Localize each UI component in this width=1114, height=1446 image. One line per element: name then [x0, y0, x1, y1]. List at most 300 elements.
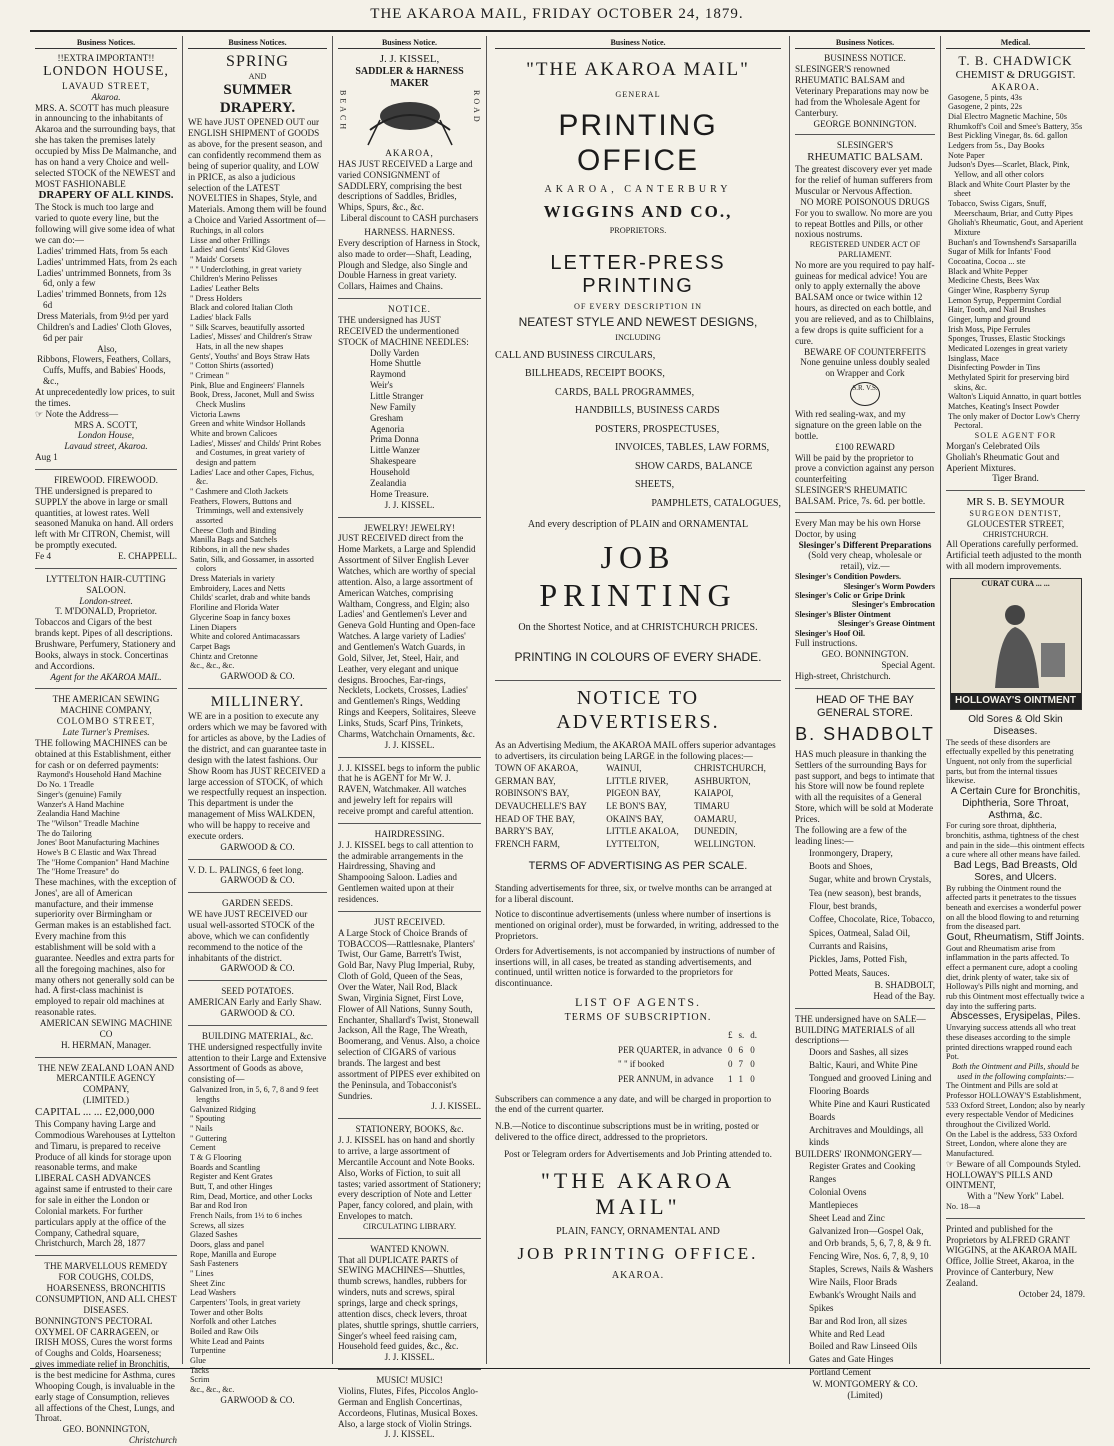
ad-subtitle: SURGEON DENTIST,	[969, 509, 1062, 519]
ad-signature: Fe 4 E. CHAPPELL.	[35, 551, 177, 562]
list-item: Flour, best brands,	[809, 900, 878, 911]
service-line: SHOW CARDS, BALANCE SHEETS,	[635, 460, 753, 490]
list-item: Register Grates and Cooking Ranges	[809, 1161, 916, 1184]
ad-body: This Company having Large and Commodious Warehouses at Lyttelton and Timaru, is prepared to receive Produce of all kinds for storage upon reasonable terms, and make LIBERAL CASH ADVANCES against same if entrusted to their care for sale in either the London or Colonial markets. For further particulars apply at the office of the Company, Cathedral square, Christchurch, March 28, 1877	[35, 1119, 176, 1249]
places-row: GERMAN BAY, LITTLE RIVER, ASHBURTON,	[495, 775, 751, 786]
list-item: Colonial Ovens	[809, 1186, 867, 1197]
ad-signature: GARWOOD & CO.	[220, 963, 295, 974]
ad-title: WANTED KNOWN.	[370, 1243, 449, 1254]
ad-montgomery	[795, 1014, 935, 1401]
ad-body: J. J. KISSEL begs to inform the public that he is AGENT for Mr W. J. RAVEN, Watchmaker. All watches and jewelry left for repairs will receive prompt and careful attention.	[338, 762, 480, 816]
ad-subtitle: BEWARE OF COUNTERFEITS	[804, 346, 926, 357]
list-item: Ruchings, in all colors	[190, 225, 264, 235]
ad-subtitle: HARNESS. HARNESS.	[364, 227, 455, 238]
subscription-table	[614, 1027, 761, 1087]
ad-title: JEWELRY! JEWELRY!	[363, 522, 456, 533]
service-line: POSTERS, PROSPECTUSES,	[595, 423, 720, 435]
akaroa-label: AKAROA.	[611, 1269, 665, 1281]
list-item: Tongued and grooved Lining and Flooring Boards	[809, 1073, 932, 1096]
ad-town: Akaroa.	[91, 91, 121, 102]
ad-title: B. SHADBOLT	[795, 723, 935, 744]
ad-body: Morgan's Celebrated Oils	[946, 440, 1040, 451]
ad-price: SLESINGER'S RHEUMATIC BALSAM. Price, 7s. 6d. per bottle.	[795, 485, 926, 506]
ad-number: No. 18—a	[946, 1202, 981, 1212]
ad-title: MR S. B. SEYMOUR	[966, 496, 1065, 509]
road-label: ROAD	[472, 90, 481, 125]
list-item: Little Stranger	[370, 391, 424, 402]
ad-body: Both the Ointment and Pills, should be used in the following complaints:—	[951, 1061, 1080, 1081]
ad-title: THE MARVELLOUS REMEDY FOR COUGHS, COLDS, HOARSENESS, BRONCHITIS CONSUMPTION, AND ALL CHEST DISEASES.	[35, 1261, 177, 1315]
list-item: Dress Materials in variety	[190, 574, 275, 584]
ad-capital: CAPITAL ... ... £2,000,000	[35, 1106, 155, 1119]
places-row: HEAD OF THE BAY, OKAIN'S BAY, OAMARU,	[495, 813, 737, 824]
address-line: Lavaud street, Akaroa.	[64, 441, 148, 452]
ornamental-line: And every description of PLAIN and ORNAMENTAL	[527, 519, 749, 530]
ad-wanted-known	[338, 1244, 481, 1363]
list-item: Staples, Screws, Nails & Washers	[809, 1264, 934, 1275]
ad-signature: J. J. KISSEL.	[384, 499, 435, 510]
ad-street: London-street.	[79, 595, 133, 606]
list-item: Ladies' Lace and other Capes, Fichus, &c.	[190, 467, 315, 487]
ad-signature: J. J. KISSEL.	[384, 1352, 435, 1363]
ad-body: The Ointment and Pills are sold at Professor HOLLOWAY'S Establishment, 533 Oxford Street, London; also by nearly every respectable Vendor of Medicines throughout the Civilized World.	[946, 1081, 1085, 1129]
list-item: Boiled and Raw Oils	[190, 1326, 259, 1336]
shortest-notice: On the Shortest Notice, and at CHRISTCHURCH PRICES.	[518, 622, 758, 634]
ad-body: Tobaccos and Cigars of the best brands kept. Pipes of all descriptions. Brushware, Perfumery, Stationery and Books, always in stock. Concertinas and Accordions.	[35, 617, 176, 671]
list-item: Gresham	[370, 412, 404, 423]
service-line: CARDS, BALL PROGRAMMES,	[555, 386, 695, 398]
list-item: Doors, glass and panel	[190, 1239, 265, 1249]
ad-title: MILLINERY.	[210, 693, 305, 710]
ad-body: WE have JUST OPENED OUT our ENGLISH SHIPMENT of GOODS as above, for the present season, and can confidently recommend them as being of superior quality, and LOW in PRICE, as also a judicious selection of the LATEST NOVELTIES in Shapes, Style, and Materials. Among them will be found a Choice and Varied Assortment of—	[188, 117, 327, 226]
ad-subtitle: DRAPERY OF ALL KINDS.	[38, 189, 174, 202]
ad-body: The seeds of these disorders are effectually expelled by this penetrating Unguent, not only from the superficial parts, but from the internal tissues likewise.	[946, 737, 1074, 786]
list-item: Wanzer's A Hand Machine	[37, 799, 124, 809]
ad-body: AMERICAN Early and Early Shaw.	[188, 997, 322, 1008]
list-item: Ledgers from 5s., Day Books	[948, 140, 1045, 150]
list-item: Home Treasure.	[370, 488, 429, 499]
ad-subtitle: BUILDING MATERIALS of all descriptions—	[795, 1024, 915, 1046]
list-item: Ironmongery, Drapery,	[809, 847, 893, 858]
ad-title: SLESINGER'S	[836, 140, 894, 151]
list-item: Boots and Shoes,	[809, 860, 873, 871]
ad-registered: REGISTERED UNDER ACT OF PARLIAMENT.	[809, 240, 921, 259]
list-item: Dolly Varden	[370, 347, 420, 358]
service-line: BILLHEADS, RECEIPT BOOKS,	[525, 368, 665, 379]
list-item: Medicated Lozenges in great variety	[948, 344, 1068, 354]
ad-body: Full instructions.	[795, 638, 858, 649]
list-item: Ewbank's Wrought Nails and Spikes	[809, 1289, 917, 1313]
column-5	[790, 36, 940, 1400]
ad-title: NOTICE.	[388, 304, 431, 315]
ad-body: Will be paid by the proprietor to prove a conviction against any person counterfeiting	[795, 452, 935, 485]
list-item: Lisse and other Frillings	[190, 235, 270, 245]
list-item: Black and White Court Plaster by the sheet	[948, 179, 1071, 199]
list-item: Dial Electro Magnetic Machine, 50s	[948, 111, 1067, 121]
list-item: Green and white Windsor Hollands	[190, 419, 306, 429]
list-item: Ladies' Leather Belts	[190, 283, 260, 293]
ad-body: J. J. KISSEL has on hand and shortly to arrive, a large assortment of Mercantile Account and Note Books. Also, Works of Fiction, to suit all tastes; varied assortment of Stationery; every description of Note and Letter Paper, fancy colored, and plain, with Envelopes to match.	[338, 1135, 481, 1222]
imprint	[946, 1224, 1085, 1300]
list-item: Book, Dress, Jaconet, Mull and Swiss Check Muslins	[190, 390, 315, 410]
list-item: Weir's	[370, 380, 393, 391]
list-item: White and Red Lead	[809, 1328, 885, 1339]
imprint-text: Printed and published for the Proprietors by ALFRED GRANT WIGGINS, at the AKAROA MAIL Office, Jollie Street, Akaroa, in the Province of Canterbury, New Zealand.	[946, 1223, 1077, 1289]
list-item: Ladies', Misses' and Childs' Print Robes and Costumes, in great variety of design and pattern	[190, 438, 321, 468]
column-2	[182, 36, 332, 1405]
list-item: Glycerine Soap in fancy boxes	[190, 612, 291, 622]
ad-title-and: AND	[248, 72, 267, 82]
ad-body: For curing sore throat, diphtheria, bronchitis, asthma, tightness of the chest and pain in the side—this ointment effects a cure where all other means have failed.	[946, 821, 1085, 860]
column-header: Business Notice.	[338, 36, 481, 49]
ad-body: None genuine unless doubly sealed on Wrapper and Cork	[800, 357, 930, 379]
list-item: Bar and Rod Iron, all sizes	[809, 1315, 907, 1326]
ad-body: By rubbing the Ointment round the affected parts it penetrates to the tissues beneath and exercises a wonderful power on all the blood flowing to and returning from the diseased part.	[946, 883, 1082, 932]
ad-body: BONNINGTON'S PECTORAL OXYMEL OF CARRAGEEN, or IRISH MOSS, Cures the worst forms of Coughs and Colds, Hoarseness; gives immediate relief in Bronchitis, is the best medicine for Asthma, cures Whooping Cough, is invaluable in the early stage of Consumption, relieves all affections of the Chest, Lungs, and Throat.	[35, 1315, 176, 1424]
list-item: Medicine Chests, Bees Wax	[948, 276, 1040, 286]
list-item: Linen Diapers	[190, 622, 237, 632]
ad-saddler	[338, 53, 481, 292]
places-table	[495, 762, 781, 850]
ad-seed-potatoes	[188, 986, 327, 1019]
ad-discount: Liberal discount to CASH purchasers	[340, 213, 479, 224]
places-row: ROBINSON'S BAY, PIGEON BAY, KAIAPOI,	[495, 788, 734, 799]
ad-title: BUILDING MATERIAL, &c.	[201, 1030, 314, 1041]
list-item: White Pine and Kauri Rusticated Boards	[809, 1098, 930, 1122]
list-item: " Cashmere and Cloth Jackets	[190, 487, 288, 497]
list-item: Children's and Ladies' Cloth Gloves, 6d per pair	[37, 321, 172, 343]
ad-title: CHEMIST & DRUGGIST.	[955, 68, 1076, 81]
table-row: " " if booked 0 7 0	[618, 1059, 755, 1070]
places-row: BARRY'S BAY, LITTLE AKALOA, DUNEDIN,	[495, 826, 738, 837]
list-agents-title: LIST OF AGENTS.	[574, 995, 702, 1010]
subscription-title: TERMS OF SUBSCRIPTION.	[564, 1012, 712, 1024]
list-item: Butt, T, and other Hinges	[190, 1181, 273, 1191]
ad-body: Gout and Rheumatism arise from inflammation in the parts affected. To effect a permanent cure, adopt a cooling diet, drink plenty of water, take six of Holloway's Pills night and morning, and rub this Ointment most effectually twice a day into the suffering parts.	[946, 943, 1085, 1011]
list-item: Portland Cement	[809, 1367, 872, 1378]
ad-body: J. J. KISSEL begs to call attention to the admirable arrangements in the Hairdressing, Shaving and Shampooing Saloon. Ladies and Gentlemen waited upon at their residences.	[338, 839, 474, 904]
places-row: TOWN OF AKAROA, WAINUI, CHRISTCHURCH,	[495, 763, 766, 774]
list-item: Also,	[97, 343, 117, 354]
ad-title: THE NEW ZEALAND LOAN AND MERCANTILE AGENCY COMPANY,	[37, 1062, 175, 1095]
masthead: THE AKAROA MAIL, FRIDAY OCTOBER 24, 1879.	[370, 6, 744, 22]
list-item: Children's Merino Pelisses	[190, 274, 278, 284]
list-item: Zealandia	[370, 477, 407, 488]
list-item: Pink, Blue and Engineers' Flannels	[190, 380, 305, 390]
list-item: Judson's Dyes—Scarlet, Black, Pink, Yellow, and all other colors	[948, 160, 1070, 179]
ad-jewelry	[338, 523, 481, 751]
ad-body: With a "New York" Label.	[967, 1191, 1064, 1202]
ad-agent: Agent for the AKAROA MAIL.	[50, 671, 162, 682]
list-item: Gholiah's Rheumatic, Gout, and Aperient Mixture	[948, 218, 1084, 237]
ad-signature: GEORGE BONNINGTON.	[813, 118, 917, 129]
list-item: Sash Fasteners	[190, 1259, 239, 1269]
list-item: Household	[370, 467, 410, 478]
list-item: Galvanized Iron—Gospel Oak, and Orb brands, 5, 6, 7, 8, & 9 ft.	[809, 1225, 932, 1249]
list-item: Boiled and Raw Linseed Oils	[809, 1341, 918, 1352]
general-label: GENERAL	[615, 89, 661, 99]
ad-subtitle: £100 REWARD	[835, 441, 895, 452]
ad-town: AKAROA,	[385, 148, 434, 158]
ad-signature: B. SHADBOLT,	[874, 979, 935, 990]
address-line: MRS A. SCOTT,	[74, 419, 138, 430]
list-item: Agenoria	[370, 423, 405, 434]
list-item: Slesinger's Embrocation	[851, 600, 935, 610]
list-item: Rope, Manilla and Europe	[190, 1249, 277, 1259]
list-item: " Dress Holders	[190, 293, 243, 303]
list-item: Chintz and Cretonne	[190, 651, 258, 661]
ad-title: MUSIC! MUSIC!	[376, 1375, 443, 1386]
ad-dentist	[946, 496, 1085, 572]
ad-subtitle: HOLLOWAY'S PILLS AND OINTMENT,	[946, 1169, 1053, 1191]
ad-holloway	[946, 578, 1085, 1212]
ad-signature: J. J. KISSEL.	[384, 739, 435, 750]
ad-subtitle: NO MORE POISONOUS DRUGS	[800, 196, 930, 207]
column-header: Business Notices.	[35, 36, 177, 49]
printing-office-title: PRINTING OFFICE	[558, 108, 718, 177]
ad-chadwick	[946, 53, 1085, 484]
nb-text: N.B.—Notice to discontinue subscriptions must be in writing, posted or delivered to the office direct, addressed to the proprietors.	[495, 1121, 759, 1143]
list-item: Tower and other Bolts	[190, 1307, 263, 1317]
ad-town: Christchurch	[128, 1435, 177, 1446]
ad-body: The following are a few of the leading lines:—	[795, 824, 907, 846]
list-item: Manilla Bags and Satchels	[190, 535, 278, 545]
list-item: Gents', Youths' and Boys Straw Hats	[190, 351, 310, 361]
list-item: Do No. 1 Treadle	[37, 780, 94, 790]
ad-stationery	[338, 1124, 481, 1231]
list-item: Gasogene, 5 pints, 43s	[948, 92, 1022, 102]
list-item: Slesinger's Condition Powders.	[795, 572, 902, 582]
ad-hair-saloon	[35, 574, 177, 683]
ad-title: RHEUMATIC BALSAM.	[807, 151, 923, 164]
ad-body: WE have JUST RECEIVED our usual well-assorted STOCK of the above, which we can confidently recommend to the notice of the inhabitants of the district.	[188, 909, 315, 963]
table-row: PER ANNUM, in advance 1 1 0	[618, 1073, 755, 1084]
ad-subtitle: Gout, Rheumatism, Stiff Joints.	[946, 931, 1085, 943]
list-item: French Nails, from 1½ to 6 inches	[190, 1210, 302, 1220]
list-item: " " Underclothing, in great variety	[190, 264, 302, 274]
list-item: T & G Flooring	[190, 1152, 242, 1162]
list-item: Sheet Lead and Zinc	[809, 1212, 885, 1223]
list-item: Rhumkoff's Coil and Smee's Battery, 35s	[948, 121, 1083, 131]
list-item: Cocoatina, Cocoa ... ste	[948, 257, 1026, 267]
list-item: Pickles, Jams, Potted Fish,	[809, 954, 908, 965]
list-item: Currants and Raisins,	[809, 940, 888, 951]
ad-body: On the Label is the address, 533 Oxford Street, London, where alone they are Manufactured.	[946, 1129, 1077, 1158]
list-item: Coffee, Chocolate, Rice, Tobacco,	[809, 914, 935, 925]
ad-just-received	[338, 917, 481, 1112]
ad-nz-loan	[35, 1063, 177, 1250]
list-item: Hair, Tooth, and Nail Brushes	[948, 305, 1046, 315]
ad-signature: W. MONTGOMERY & CO. (Limited)	[812, 1379, 918, 1400]
ad-body: THE undersigned have on SALE—	[795, 1013, 926, 1024]
ad-body: All Operations carefully performed. Artificial teeth adjusted to the month with all modern improvements.	[946, 539, 1082, 572]
ad-body: No more are you required to pay half-guineas for medical advice! You are only to apply externally the above BALSAM once or twice within 12 hours, as directed on each bottle, and you are relieved, and as to Chilblains, a few drops is quite sufficient for a cure.	[795, 259, 935, 346]
ad-body: Every description of Harness in Stock, also made to order—Shaft, Leading, Plough and Sledge, also Single and Double Harness in great variety. Collars, Haimes and Chains.	[338, 237, 480, 292]
ad-subtitle: Bad Legs, Bad Breasts, Old Sores, and Ulcers.	[953, 860, 1078, 883]
hand-pointer-icon: ☞	[946, 1158, 957, 1169]
list-item: Ladies' black Falls	[190, 313, 252, 322]
subscribers-text: Subscribers can commence a any date, and will be charged in proportion to the end of the current quarter.	[495, 1093, 772, 1115]
list-item: Raymond	[370, 369, 406, 380]
list-item: Best Pickling Vinegar, 8s. 6d. gallon	[948, 131, 1068, 141]
emblem-banner: HOLLOWAY'S OINTMENT	[951, 693, 1081, 709]
list-item: Turpentine	[190, 1346, 226, 1356]
ad-signature: GARWOOD & CO.	[220, 875, 295, 886]
table-row: £ s. d.	[727, 1030, 757, 1041]
list-item: Galvanized Ridging	[190, 1104, 256, 1114]
list-item: " Lines	[190, 1268, 214, 1278]
list-item: Tea (new season), best brands,	[809, 887, 922, 898]
ad-signature: J. J. KISSEL.	[384, 1429, 435, 1440]
list-item: Raymond's Household Hand Machine	[37, 770, 162, 780]
list-item: " Silk Scarves, beautifully assorted	[190, 322, 305, 332]
list-item: White and brown Calicoes	[190, 429, 278, 439]
ad-title: LONDON HOUSE,	[43, 64, 169, 80]
list-item: Ladies' and Gents' Kid Gloves	[190, 245, 290, 255]
list-item: Slesinger's Grease Ointment	[837, 619, 935, 629]
list-item: Fencing Wire, Nos. 6, 7, 8, 9, 10	[809, 1251, 929, 1262]
list-item: " Nails	[190, 1123, 213, 1133]
ad-subtitle: ☞ Beware of all Compounds Styled.	[946, 1158, 1081, 1169]
top-rule	[30, 30, 1090, 32]
list-item: Ladies' untrimmed Bonnets, from 3s 6d, only a few	[37, 267, 172, 289]
ad-body: Violins, Flutes, Fifes, Piccolos Anglo-German and English Concertinas, Accordeons, Flutinas, Musical Boxes. Also, a large stock of Violin Strings.	[338, 1386, 479, 1429]
list-item: Gates and Gate Hinges	[809, 1354, 894, 1365]
ad-signature: AMERICAN SEWING MACHINE CO	[39, 1018, 173, 1039]
list-item: White Lead and Paints	[190, 1336, 265, 1346]
discontinue-text: Notice to discontinue advertisements (unless where number of insertions is mentioned on original order), must be forwarded, in writing, addressed to the Proprietors.	[495, 909, 779, 941]
list-item: Baltic, Kauri, and White Pine	[809, 1060, 918, 1071]
ad-signature: GEO. BONNINGTON,	[62, 1424, 150, 1435]
table-row: PER QUARTER, in advance 0 6 0	[618, 1044, 755, 1055]
list-item: Jones' Boot Manufacturing Machines	[37, 838, 160, 848]
ad-hairdressing	[338, 829, 481, 905]
list-item: Bar and Rod Iron	[190, 1201, 248, 1211]
ad-closing: At unprecedentedly low prices, to suit the times.	[35, 386, 175, 408]
ad-body: The greatest discovery ever yet made for the relief of human sufferers from Muscular or Nervous Affection.	[795, 164, 933, 196]
ad-title: LYTTELTON HAIR-CUTTING SALOON.	[46, 573, 166, 595]
seal-icon: S.R. V.S.	[850, 382, 880, 406]
list-item: Slesinger's Worm Powders	[843, 581, 935, 591]
ad-body: HAS JUST RECEIVED a Large and varied CONSIGNMENT of SADDLERY, comprising the best descriptions of Saddles, Bridles, Whips, Spurs, &c., &c.	[338, 158, 473, 213]
list-item: Architraves and Mouldings, all kinds	[809, 1124, 924, 1148]
ad-town: AKAROA.	[991, 81, 1040, 92]
ad-watch-agent	[338, 763, 481, 817]
column-1	[30, 36, 182, 1446]
terms-line: TERMS OF ADVERTISING AS PER SCALE.	[528, 860, 748, 873]
ad-body: With red sealing-wax, and my signature on the green lable on the bottle.	[795, 409, 922, 441]
ad-millinery	[188, 694, 327, 853]
job-printing-title: JOB PRINTING	[539, 538, 737, 613]
list-item: Home Shuttle	[370, 358, 421, 369]
ad-body: A Large Stock of Choice Brands of TOBACCOS—Rattlesnake, Planters' Twist, Our Game, Barrett's Twist, Gold Bar, Navy Plug Imperial, Ruby, Cloth of Gold, Queen of the Seas, Over the Water, Nail Rod, Black Swan, Virginia Signet, First Love, Flower of All Nations, Sunny South, Enchanter, Shallard's Twist, Stonewall Jackson, All the Rage, The Wreath, Boomerang, and Venus. Also, a choice selection of CIGARS of various brands. The largest and best assortment of PIPES ever exhibited on the Peninsula, and Tobacconist's Sundries.	[338, 927, 481, 1101]
ad-body: SLESINGER'S renowned RHEUMATIC BALSAM and Veterinary Preparations may now be had from the Wholesale Agent for Canterbury.	[795, 64, 929, 118]
ad-notice-needles	[338, 304, 481, 510]
every-description: OF EVERY DESCRIPTION IN	[573, 302, 702, 311]
imprint-date: October 24, 1879.	[1018, 1288, 1085, 1299]
ad-shadbolt	[795, 694, 935, 1002]
ad-signature: GARWOOD & CO.	[220, 670, 295, 681]
list-item: Glue	[190, 1356, 206, 1365]
location: AKAROA, CANTERBURY	[544, 184, 732, 196]
ad-subtitle: BUILDERS' IRONMONGERY—	[795, 1149, 922, 1160]
job-office-title: JOB PRINTING OFFICE.	[517, 1243, 759, 1263]
ad-slesinger	[795, 53, 935, 681]
ad-name: J. J. KISSEL,	[379, 53, 440, 66]
list-item: Carpenters' Tools, in great variety	[190, 1297, 301, 1307]
list-item: " Guttering	[190, 1133, 227, 1143]
service-line: HANDBILLS, BUSINESS CARDS	[575, 405, 720, 416]
list-item: The only maker of Doctor Low's Cherry Pectoral.	[948, 411, 1080, 431]
list-item: Lemon Syrup, Peppermint Cordial	[948, 295, 1062, 305]
ad-body: HAS much pleasure in thanking the Settlers of the surrounding Bays for past support, and begs to intimate that his Store will now be found replete with all the requisites of a General Store, which will be sold at Moderate Prices.	[795, 748, 935, 824]
ad-proprietor: T. M'DONALD, Proprietor.	[55, 606, 157, 617]
ad-signature: GEO. BONNINGTON.	[821, 649, 909, 660]
list-item: Mantlepieces	[809, 1199, 858, 1210]
ad-library: CIRCULATING LIBRARY.	[362, 1222, 457, 1232]
service-line: CALL AND BUSINESS CIRCULARS,	[495, 349, 656, 361]
list-item: Norfolk and other Latches	[190, 1317, 277, 1327]
column-6	[940, 36, 1090, 1364]
ad-signature: GARWOOD & CO.	[220, 1008, 295, 1019]
list-item: The "Wilson" Treadle Machine	[37, 818, 140, 828]
ad-note: (LIMITED.)	[82, 1095, 130, 1106]
list-item: Ladies', Misses' and Children's Straw Hats, in all the new shapes	[190, 332, 312, 352]
service-line: INVOICES, TABLES, LAW FORMS,	[615, 442, 770, 453]
ad-body: MRS. A. SCOTT has much pleasure in announcing to the inhabitants of Akaroa and the surrounding bays, that she has taken the premises lately occupied by Miss De Malmanche, and has on hand a very Choice and well-selected STOCK of the NEWEST and MOST FASHIONABLE	[35, 102, 177, 189]
ad-spring-drapery	[188, 53, 327, 681]
ad-title: SUMMER DRAPERY.	[219, 81, 296, 116]
list-item: Ribbons, in all the new shades	[190, 545, 290, 555]
ad-date: Aug 1	[35, 452, 58, 463]
ad-title: T. B. CHADWICK	[958, 53, 1073, 69]
beach-label: BEACH	[338, 90, 348, 133]
ad-subtitle: Slesinger's Different Preparations	[798, 539, 932, 550]
list-item: Ginger, lump and ground	[948, 315, 1031, 325]
ad-signature: GARWOOD & CO.	[220, 841, 295, 852]
list-item: Floriline and Florida Water	[190, 603, 280, 613]
list-item: Ginger Wine, Raspberry Syrup	[948, 286, 1050, 296]
list-item: Ribbons, Flowers, Feathers, Collars, Cuffs, Muffs, and Babies' Hoods, &c.,	[37, 354, 171, 387]
ad-title: STATIONERY, BOOKS, &c.	[355, 1124, 464, 1135]
list-item: Wire Nails, Floor Brads	[809, 1277, 897, 1287]
standing-text: Standing advertisements for three, six, or twelve months can be arranged at for a liberal discount.	[495, 883, 772, 905]
ad-signature: Head of the Bay.	[873, 990, 935, 1001]
ad-title: FIREWOOD. FIREWOOD.	[54, 475, 158, 485]
ad-body: V. D. L. PALINGS, 6 feet long.	[188, 864, 304, 875]
list-item: Feathers, Flowers, Buttons and Trimmings, well and extensively assorted	[190, 496, 304, 526]
list-item: " Spouting	[190, 1114, 225, 1124]
list-item: Disinfecting Powder in Tins	[948, 363, 1041, 373]
ad-body: THE following MACHINES can be obtained at this Establishment, either for cash or on deferred payments:	[35, 737, 171, 770]
proprietors: PROPRIETORS.	[609, 226, 667, 236]
list-item: Embroidery, Laces and Netts	[190, 583, 285, 593]
list-item: Isinglass, Mace	[948, 353, 999, 363]
hand-pointer-icon: ☞	[35, 408, 46, 419]
places-row: FRENCH FARM, LYTTELTON, WELLINGTON.	[495, 838, 756, 849]
list-item: Tacks	[190, 1365, 209, 1375]
list-item: Slesinger's Blister Ointment	[795, 609, 891, 619]
list-item: Tobacco, Swiss Cigars, Snuff, Meerschaum, Briar, and Cutty Pipes	[948, 198, 1073, 218]
list-item: " Cotton Shirts (assorted)	[190, 361, 274, 371]
colours-line: PRINTING IN COLOURS OF EVERY SHADE.	[514, 650, 762, 665]
ad-body: Unvarying success attends all who treat these diseases according to the simple printed directions wrapped round each Pot.	[946, 1023, 1076, 1062]
ad-title: SEED POTATOES.	[221, 986, 294, 997]
ad-street: GLOUCESTER STREET,	[966, 518, 1065, 529]
list-item: Slesinger's Colic or Gripe Drink	[795, 591, 906, 600]
list-item: Methylated Spirit for preserving bird skins, &c.	[948, 373, 1069, 392]
ad-subtitle: A Certain Cure for Bronchitis, Diphtheria, Sore Throat, Asthma, &c.	[950, 785, 1081, 821]
